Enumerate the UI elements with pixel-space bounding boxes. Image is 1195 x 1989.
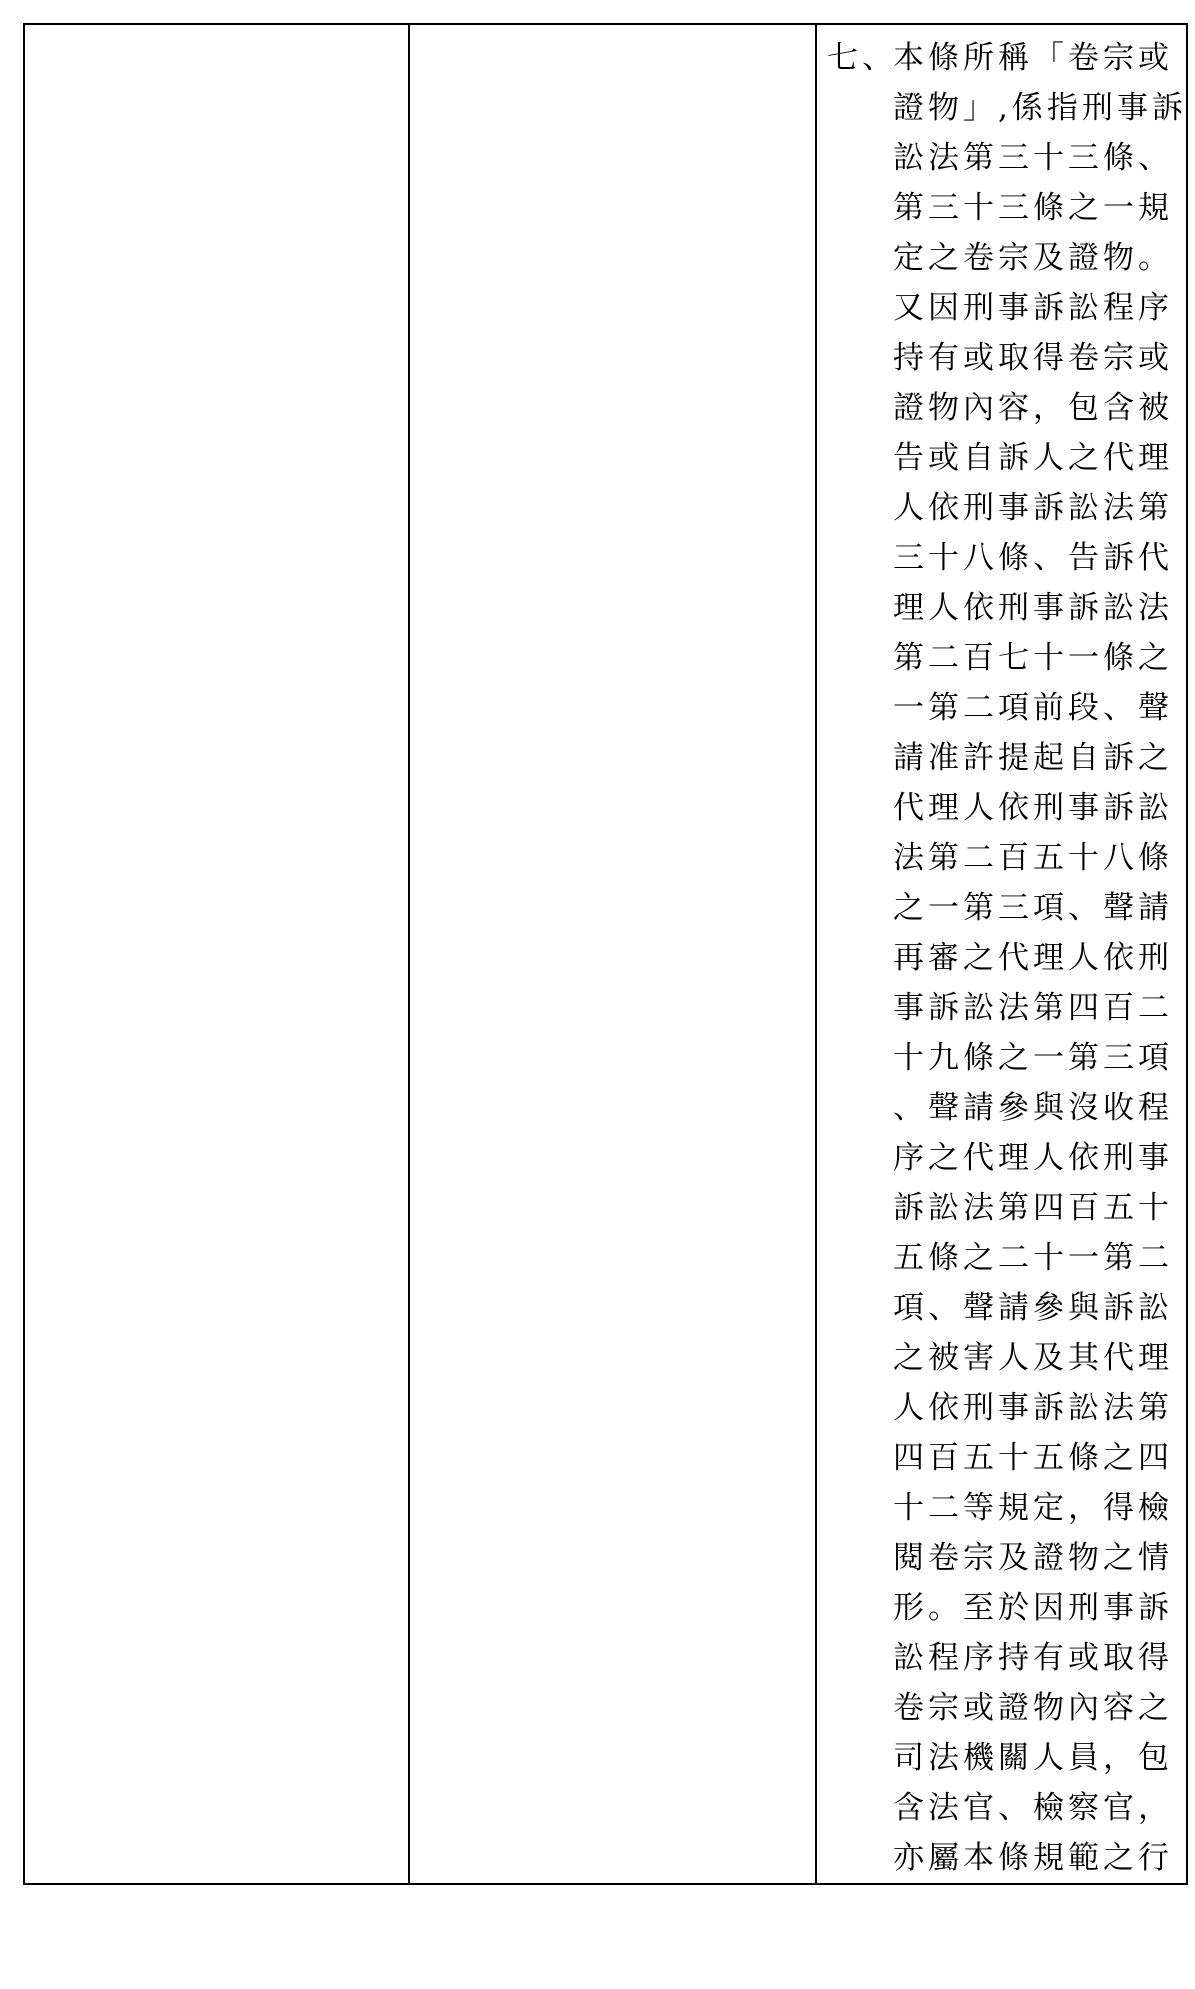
line-text: 五條之二十一第二 <box>893 1240 1173 1276</box>
paragraph-line <box>827 1833 1176 1883</box>
paragraph-line <box>827 1233 1176 1283</box>
line-text: 第三十三條之一規 <box>893 190 1173 226</box>
item-marker: 七、 <box>827 40 897 76</box>
paragraph-line <box>827 383 1176 433</box>
line-text: 法第二百五十八條 <box>893 840 1173 876</box>
comparison-table <box>23 23 1188 1885</box>
line-text: 訟法第三十三條、 <box>893 140 1173 176</box>
paragraph-line <box>827 483 1176 533</box>
paragraph-line <box>827 133 1176 183</box>
line-text: 序之代理人依刑事 <box>893 1140 1173 1176</box>
line-text: 十二等規定，得檢 <box>893 1490 1173 1526</box>
line-text: 一第二項前段、聲 <box>893 690 1173 726</box>
paragraph-line <box>827 1283 1176 1333</box>
paragraph-line <box>827 933 1176 983</box>
line-text: 再審之代理人依刑 <box>893 940 1173 976</box>
line-text: 本條所稱「卷宗或 <box>893 40 1173 76</box>
table-row <box>24 24 1187 1884</box>
line-text: 形。至於因刑事訴 <box>893 1590 1173 1626</box>
line-text: 人依刑事訴訟法第 <box>893 490 1173 526</box>
line-text: 訴訟法第四百五十 <box>893 1190 1173 1226</box>
line-text: 之被害人及其代理 <box>893 1340 1173 1376</box>
paragraph-line <box>827 33 1176 83</box>
paragraph-line <box>827 1433 1176 1483</box>
line-text: 人依刑事訴訟法第 <box>893 1390 1173 1426</box>
line-text: 又因刑事訴訟程序 <box>893 290 1173 326</box>
line-text: 含法官、檢察官， <box>893 1790 1173 1826</box>
line-text: 證物」,係指刑事訴 <box>893 90 1187 126</box>
paragraph-line <box>827 1733 1176 1783</box>
paragraph-line <box>827 433 1176 483</box>
paragraph-line <box>827 1683 1176 1733</box>
paragraph-line <box>827 1333 1176 1383</box>
paragraph-line <box>827 1533 1176 1583</box>
paragraph-line <box>827 833 1176 883</box>
paragraph-line <box>827 783 1176 833</box>
line-text: 之一第三項、聲請 <box>893 890 1173 926</box>
line-text: 請准許提起自訴之 <box>893 740 1173 776</box>
explanation-paragraph <box>817 25 1186 1883</box>
paragraph-line <box>827 883 1176 933</box>
line-text: 事訴訟法第四百二 <box>893 990 1173 1026</box>
paragraph-line <box>827 983 1176 1033</box>
paragraph-line <box>827 1133 1176 1183</box>
line-text: 三十八條、告訴代 <box>893 540 1173 576</box>
line-text: 項、聲請參與訴訟 <box>893 1290 1173 1326</box>
paragraph-line <box>827 1183 1176 1233</box>
table-cell-column-3 <box>816 24 1187 1884</box>
line-text: 訟程序持有或取得 <box>893 1640 1173 1676</box>
line-text: 證物內容，包含被 <box>893 390 1173 426</box>
paragraph-line <box>827 683 1176 733</box>
paragraph-line <box>827 1633 1176 1683</box>
line-text: 代理人依刑事訴訟 <box>893 790 1173 826</box>
line-text: 告或自訴人之代理 <box>893 440 1173 476</box>
line-text: 定之卷宗及證物。 <box>893 240 1173 276</box>
line-text: 十九條之一第三項 <box>893 1040 1173 1076</box>
paragraph-line <box>827 233 1176 283</box>
table-cell-column-2 <box>409 24 816 1884</box>
line-text: 卷宗或證物內容之 <box>893 1690 1173 1726</box>
paragraph-line <box>827 533 1176 583</box>
line-text: 持有或取得卷宗或 <box>893 340 1173 376</box>
paragraph-line <box>827 83 1187 133</box>
paragraph-line <box>827 1033 1176 1083</box>
paragraph-line <box>827 583 1176 633</box>
line-text: 閱卷宗及證物之情 <box>893 1540 1173 1576</box>
paragraph-line <box>827 1083 1176 1133</box>
paragraph-line <box>827 633 1176 683</box>
line-text: 亦屬本條規範之行 <box>893 1840 1173 1876</box>
paragraph-line <box>827 733 1176 783</box>
line-text: 司法機關人員，包 <box>893 1740 1173 1776</box>
paragraph-line <box>827 1383 1176 1433</box>
line-text: 四百五十五條之四 <box>893 1440 1173 1476</box>
line-text: 、聲請參與沒收程 <box>893 1090 1173 1126</box>
paragraph-line <box>827 333 1176 383</box>
line-text: 理人依刑事訴訟法 <box>893 590 1173 626</box>
paragraph-line <box>827 1583 1176 1633</box>
paragraph-line <box>827 283 1176 333</box>
paragraph-line <box>827 1783 1176 1833</box>
paragraph-line <box>827 1483 1176 1533</box>
paragraph-line <box>827 183 1176 233</box>
table-cell-column-1 <box>24 24 409 1884</box>
line-text: 第二百七十一條之 <box>893 640 1173 676</box>
